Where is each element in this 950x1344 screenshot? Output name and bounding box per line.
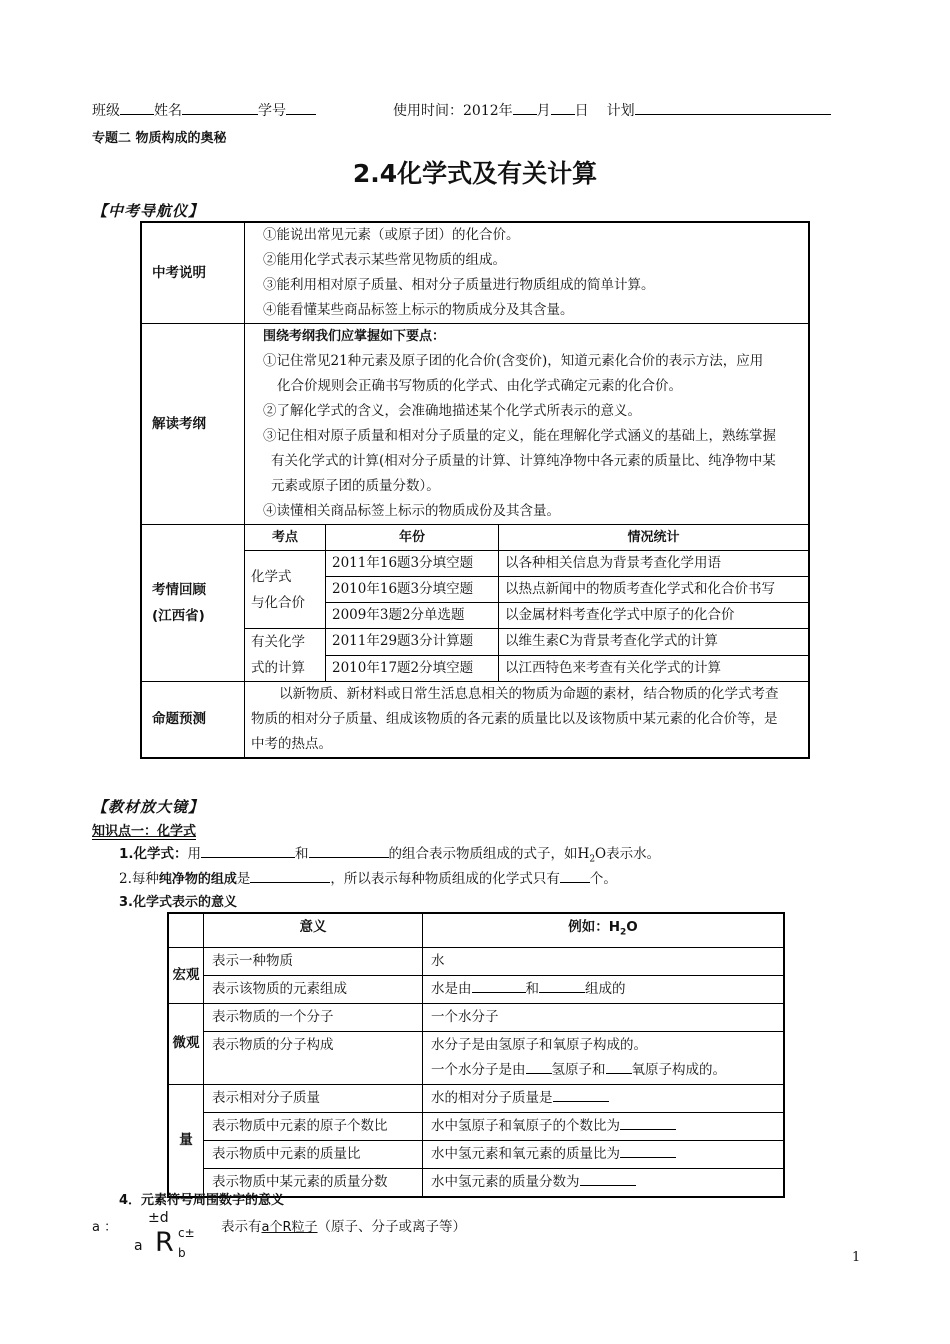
- predict-content: [245, 682, 810, 759]
- example-text: 氧原子构成的。: [631, 1061, 726, 1078]
- review-group-1: [245, 551, 326, 629]
- interpret-line: ④读懂相关商品标签上标示的物质成份及其含量。: [263, 503, 560, 519]
- example-text: 组成的: [585, 980, 626, 997]
- exam-desc-item: ③能利用相对原子质量、相对分子质量进行物质组成的简单计算。: [263, 277, 655, 293]
- meaning-corner: [168, 913, 204, 947]
- example-cell: [423, 1112, 785, 1140]
- review-label: 考情回顾: [152, 582, 206, 598]
- meaning-cell: 表示物质中元素的质量比: [204, 1140, 423, 1168]
- symbol-desc-text: 表示有: [221, 1219, 262, 1235]
- review-stat: 以维生素C为背景考查化学式的计算: [499, 629, 810, 656]
- exam-desc-item: ①能说出常见元素（或原子团）的化合价。: [263, 227, 520, 243]
- symbol-desc-underlined: a个R粒子: [261, 1220, 318, 1235]
- q2-bold: 纯净物的组成: [158, 872, 237, 887]
- q2-text: ，所以表示每种物质组成的化学式只有: [330, 871, 560, 887]
- exam-desc-item: ②能用化学式表示某些常见物质的组成。: [263, 252, 506, 268]
- plan-label: 计划: [606, 103, 635, 119]
- review-group-label: 式的计算: [251, 660, 305, 676]
- example-cell: [423, 1084, 785, 1112]
- symbol-charge: c±: [178, 1226, 195, 1240]
- meaning-cell: 表示物质的分子构成: [204, 1031, 423, 1084]
- col-year: 年份: [326, 525, 499, 551]
- example-cell: [423, 1031, 785, 1084]
- student-no-blank[interactable]: [286, 100, 316, 115]
- meaning-header-row: [168, 913, 784, 947]
- example-cell: [423, 975, 785, 1003]
- symbol-subscript: b: [178, 1246, 186, 1260]
- interpret-row: [141, 324, 809, 525]
- col-example-text: 例如：H: [568, 919, 621, 935]
- exam-desc-label: 中考说明: [141, 222, 245, 324]
- meaning-cell: 表示相对分子质量: [204, 1084, 423, 1112]
- q2-text: 2.每种: [119, 871, 159, 887]
- example-text: 水中氢原子和氧原子的个数比为: [431, 1117, 620, 1134]
- interpret-content: [245, 324, 810, 525]
- review-group-label: 化学式: [251, 568, 292, 585]
- question-3: 3.化学式表示的意义: [119, 895, 237, 910]
- review-label-cell: [141, 525, 245, 682]
- review-group-label: 与化合价: [251, 594, 305, 611]
- knowledge-point-title: 知识点一：化学式: [92, 820, 196, 840]
- group-quant: 量: [168, 1084, 204, 1197]
- example-cell: 一个水分子: [423, 1003, 785, 1031]
- review-stat: 以各种相关信息为背景考查化学用语: [499, 551, 810, 577]
- predict-row: [141, 682, 809, 759]
- q1-subscript: 2: [589, 854, 596, 865]
- q1-text: 的组合表示物质组成的式子，如H: [388, 846, 590, 862]
- q2-text: 个。: [589, 871, 617, 887]
- example-text: 水中氢元素的质量分数为: [431, 1173, 580, 1190]
- example-text: 水的相对分子质量是: [431, 1089, 553, 1106]
- example-text: 一个水分子是由: [431, 1061, 526, 1078]
- r4-blank-2[interactable]: [606, 1059, 632, 1074]
- q1-text: 和: [295, 846, 309, 862]
- symbol-coefficient: a: [134, 1238, 143, 1254]
- review-year: 2011年16题3分填空题: [326, 551, 499, 577]
- q1-label: 1.化学式：: [119, 846, 188, 862]
- group-macro: 宏观: [168, 947, 204, 1003]
- header-line: [92, 100, 316, 120]
- symbol-desc-text: （原子、分子或离子等）: [317, 1219, 466, 1235]
- meaning-row: [168, 1003, 784, 1031]
- meaning-row: [168, 1140, 784, 1168]
- example-text: 氢原子和: [551, 1061, 606, 1078]
- interpret-line: ①记住常见21种元素及原子团的化合价(含变价)，知道元素化合价的表示方法，应用: [263, 353, 764, 369]
- example-cell: 水: [423, 947, 785, 975]
- review-year: 2010年17题2分填空题: [326, 655, 499, 682]
- review-group-label: 有关化学: [251, 634, 305, 650]
- col-example: [423, 913, 785, 947]
- name-blank[interactable]: [182, 100, 258, 115]
- meaning-cell: 表示一种物质: [204, 947, 423, 975]
- example-text: 水中氢元素和氧元素的质量比为: [431, 1145, 620, 1162]
- example-cell: [423, 1140, 785, 1168]
- interpret-line: 元素或原子团的质量分数）。: [271, 478, 440, 494]
- interpret-line: ②了解化学式的含义，会准确地描述某个化学式所表示的意义。: [263, 403, 641, 419]
- exam-desc-row: [141, 222, 809, 324]
- q1-text: O表示水。: [595, 846, 661, 862]
- group-micro: 微观: [168, 1003, 204, 1084]
- q1-blank-2[interactable]: [309, 843, 389, 858]
- interpret-intro: 围绕考纲我们应掌握如下要点：: [263, 329, 446, 344]
- review-group-2: [245, 629, 326, 682]
- example-line: [431, 1058, 775, 1083]
- q2-blank-1[interactable]: [250, 868, 330, 883]
- day-blank[interactable]: [551, 100, 575, 115]
- col-stat: 情况统计: [499, 525, 810, 551]
- exam-desc-item: ④能看懂某些商品标签上标示的物质成分及其含量。: [263, 302, 574, 318]
- predict-line: 物质的相对分子质量、组成该物质的各元素的质量比以及该物质中某元素的化合价等，是: [251, 711, 778, 727]
- meaning-row: [168, 975, 784, 1003]
- meaning-row: [168, 1084, 784, 1112]
- question-1: [119, 842, 660, 865]
- meaning-cell: 表示该物质的元素组成: [204, 975, 423, 1003]
- r5-blank[interactable]: [553, 1087, 609, 1102]
- r8-blank[interactable]: [580, 1171, 636, 1186]
- meaning-cell: 表示物质的一个分子: [204, 1003, 423, 1031]
- symbol-description: [221, 1215, 466, 1235]
- review-stat: 以热点新闻中的物质考查化学式和化合价书写: [499, 577, 810, 603]
- q1-text: 用: [187, 846, 202, 862]
- class-blank[interactable]: [120, 100, 154, 115]
- example-cell: [423, 1168, 785, 1197]
- r4-blank-1[interactable]: [526, 1059, 552, 1074]
- symbol-a-label: a ：: [92, 1220, 118, 1235]
- day-label: 日: [574, 103, 589, 119]
- q2-text: 是: [236, 871, 251, 887]
- name-label: 姓名: [154, 103, 182, 119]
- meaning-row: [168, 1112, 784, 1140]
- col-example-sub: 2: [620, 927, 627, 938]
- formula-meaning-table: [167, 912, 785, 1198]
- exam-guide-table: [140, 221, 810, 759]
- interpret-label: 解读考纲: [141, 324, 245, 525]
- r2-blank-1[interactable]: [472, 978, 526, 993]
- question-4: 4．元素符号周围数字的意义: [119, 1193, 285, 1208]
- example-text: 和: [525, 980, 539, 997]
- meaning-row: [168, 947, 784, 975]
- interpret-line: 化合价规则会正确书写物质的化学式、由化学式确定元素的化合价。: [277, 378, 682, 394]
- page-title: 2.4化学式及有关计算: [352, 159, 598, 188]
- review-year: 2011年29题3分计算题: [326, 629, 499, 656]
- exam-desc-content: [245, 222, 810, 324]
- review-year: 2010年16题3分填空题: [326, 577, 499, 603]
- use-time-line: [393, 100, 831, 120]
- page-number: 1: [852, 1250, 861, 1265]
- textbook-heading: 【教材放大镜】: [92, 798, 205, 816]
- review-stat: 以金属材料考查化学式中原子的化合价: [499, 603, 810, 629]
- topic: 专题二 物质构成的奥秘: [92, 131, 227, 146]
- review-header-row: [141, 525, 809, 551]
- example-text: 水分子是由氢原子和氧原子构成的。: [431, 1036, 647, 1053]
- q2-blank-2[interactable]: [560, 868, 590, 883]
- class-label: 班级: [92, 103, 120, 119]
- r6-blank[interactable]: [620, 1115, 676, 1130]
- interpret-line: 有关化学式的计算(相对分子质量的计算、计算纯净物中各元素的质量比、纯净物中某: [271, 453, 776, 469]
- symbol-top-number: ±d: [148, 1210, 169, 1226]
- example-text: 水是由: [431, 980, 472, 997]
- use-time-label: 使用时间：2012年: [393, 103, 513, 119]
- predict-label: 命题预测: [141, 682, 245, 759]
- meaning-cell: 表示物质中某元素的质量分数: [204, 1168, 423, 1197]
- symbol-element: R: [155, 1227, 174, 1258]
- predict-line: 中考的热点。: [251, 736, 332, 752]
- predict-line: 以新物质、新材料或日常生活息息相关的物质为命题的素材，结合物质的化学式考查: [279, 686, 779, 702]
- col-point: 考点: [245, 525, 326, 551]
- month-blank[interactable]: [513, 100, 537, 115]
- col-example-text: O: [626, 919, 638, 935]
- q1-blank-1[interactable]: [201, 843, 295, 858]
- meaning-row: [168, 1031, 784, 1084]
- interpret-line: ③记住相对原子质量和相对分子质量的定义，能在理解化学式涵义的基础上，熟练掌握: [263, 428, 776, 444]
- plan-blank[interactable]: [635, 100, 831, 115]
- review-region: (江西省): [152, 608, 205, 624]
- question-2: [119, 867, 617, 887]
- guide-heading: 【中考导航仪】: [92, 202, 205, 220]
- col-meaning: 意义: [204, 913, 423, 947]
- review-year: 2009年3题2分单选题: [326, 603, 499, 629]
- student-no-label: 学号: [258, 103, 286, 119]
- month-label: 月: [536, 103, 551, 119]
- review-stat: 以江西特色来考查有关化学式的计算: [499, 655, 810, 682]
- meaning-cell: 表示物质中元素的原子个数比: [204, 1112, 423, 1140]
- r7-blank[interactable]: [620, 1143, 676, 1158]
- r2-blank-2[interactable]: [539, 978, 585, 993]
